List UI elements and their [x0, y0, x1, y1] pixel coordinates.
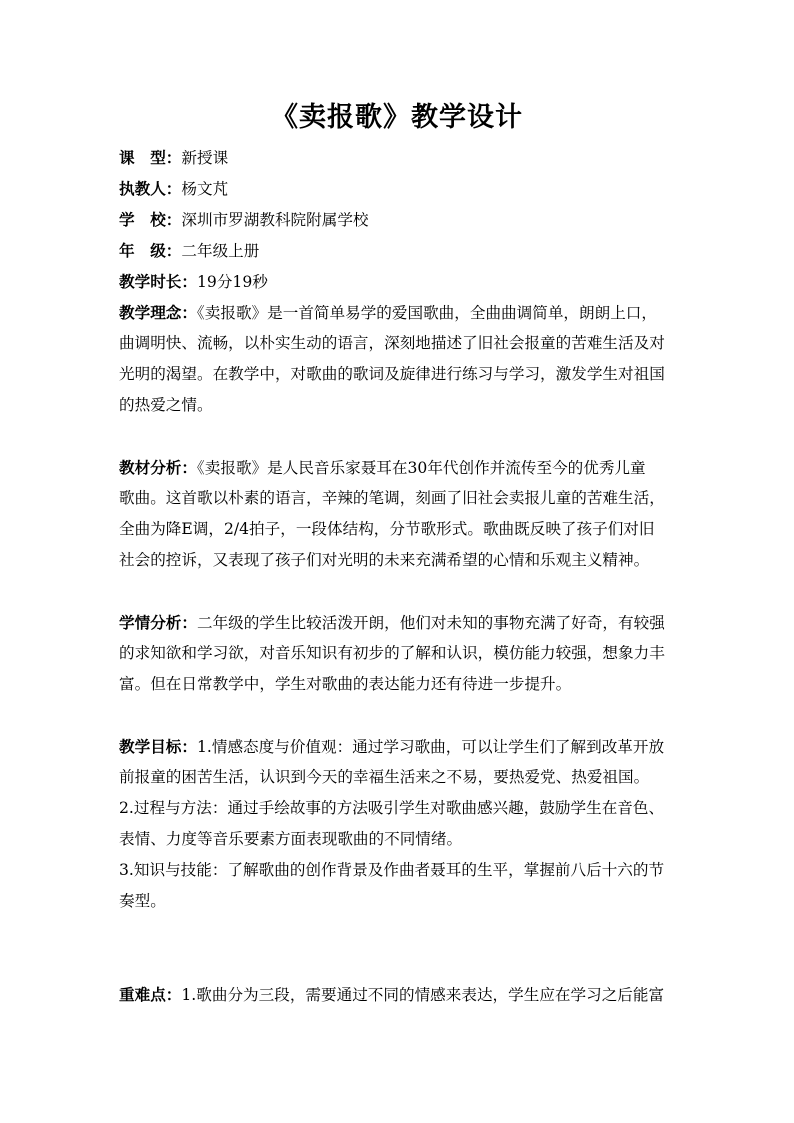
info-value: 深圳市罗湖教科院附属学校 [181, 211, 369, 229]
philosophy-line: 曲调明快、流畅，以朴实生动的语言，深刻地描述了旧社会报童的苦难生活及对 [119, 334, 665, 352]
philosophy-label: 教学理念： [119, 303, 197, 322]
students-label: 学情分析： [119, 613, 197, 632]
document-body [119, 142, 679, 1010]
goals-label: 教学目标： [119, 737, 197, 756]
paragraph-spacer [119, 421, 679, 452]
material-line: 全曲为降E调，2/4拍子，一段体结构，分节歌形式。歌曲既反映了孩子们对旧 [119, 520, 655, 538]
material-label: 教材分析： [119, 458, 197, 477]
goals-line: 前报童的困苦生活，认识到今天的幸福生活来之不易，要热爱党、热爱祖国。 [119, 768, 650, 786]
goals-line: 教学目标：1.情感态度与价值观：通过学习歌曲，可以让学生们了解到改革开放 [119, 737, 665, 756]
paragraph-spacer [119, 917, 679, 979]
info-teacher [119, 173, 679, 204]
philosophy-line: 光明的渴望。在教学中，对歌曲的歌词及旋律进行练习与学习，激发学生对祖国 [119, 365, 665, 383]
difficulties-label: 重难点： [119, 985, 182, 1004]
students-line: 富。但在日常教学中，学生对歌曲的表达能力还有待进一步提升。 [119, 675, 572, 693]
info-label: 执教人： [119, 179, 182, 198]
material-line: 社会的控诉，又表现了孩子们对光明的未来充满希望的心情和乐观主义精神。 [119, 551, 650, 569]
info-value: 19分19秒 [196, 273, 268, 291]
info-value: 二年级上册 [181, 242, 260, 260]
info-course-type [119, 142, 679, 173]
info-grade [119, 235, 679, 266]
info-label: 教学时长： [119, 272, 197, 291]
material-line: 教材分析：《卖报歌》是人民音乐家聂耳在30年代创作并流传至今的优秀儿童 [119, 458, 646, 477]
goals-line: 2.过程与方法：通过手绘故事的方法吸引学生对歌曲感兴趣，鼓励学生在音色、 [119, 799, 665, 817]
goals-line: 奏型。 [119, 892, 166, 910]
goals-line: 3.知识与技能：了解歌曲的创作背景及作曲者聂耳的生平，掌握前八后十六的节 [119, 861, 665, 879]
paragraph-spacer [119, 700, 679, 731]
info-school [119, 204, 679, 235]
info-value: 杨文芃 [181, 180, 229, 198]
students-line: 的求知欲和学习欲，对音乐知识有初步的了解和认识，模仿能力较强，想象力丰 [119, 644, 665, 662]
goals-line: 表情、力度等音乐要素方面表现歌曲的不同情绪。 [119, 830, 463, 848]
paragraph-spacer [119, 576, 679, 607]
difficulties-line: 重难点：1.歌曲分为三段，需要通过不同的情感来表达，学生应在学习之后能富 [119, 985, 665, 1004]
philosophy-line: 教学理念：《卖报歌》是一首简单易学的爱国歌曲，全曲曲调简单，朗朗上口， [119, 303, 657, 322]
info-duration [119, 266, 679, 297]
info-value: 新授课 [181, 149, 229, 167]
philosophy-line: 的热爱之情。 [119, 396, 213, 414]
material-line: 歌曲。这首歌以朴素的语言，辛辣的笔调，刻画了旧社会卖报儿童的苦难生活， [119, 489, 665, 507]
students-line: 学情分析：二年级的学生比较活泼开朗，他们对未知的事物充满了好奇，有较强 [119, 613, 665, 632]
info-label: 课 型： [119, 148, 182, 167]
info-label: 年 级： [119, 241, 182, 260]
info-label: 学 校： [119, 210, 182, 229]
document-title: 《卖报歌》教学设计 [271, 102, 523, 133]
